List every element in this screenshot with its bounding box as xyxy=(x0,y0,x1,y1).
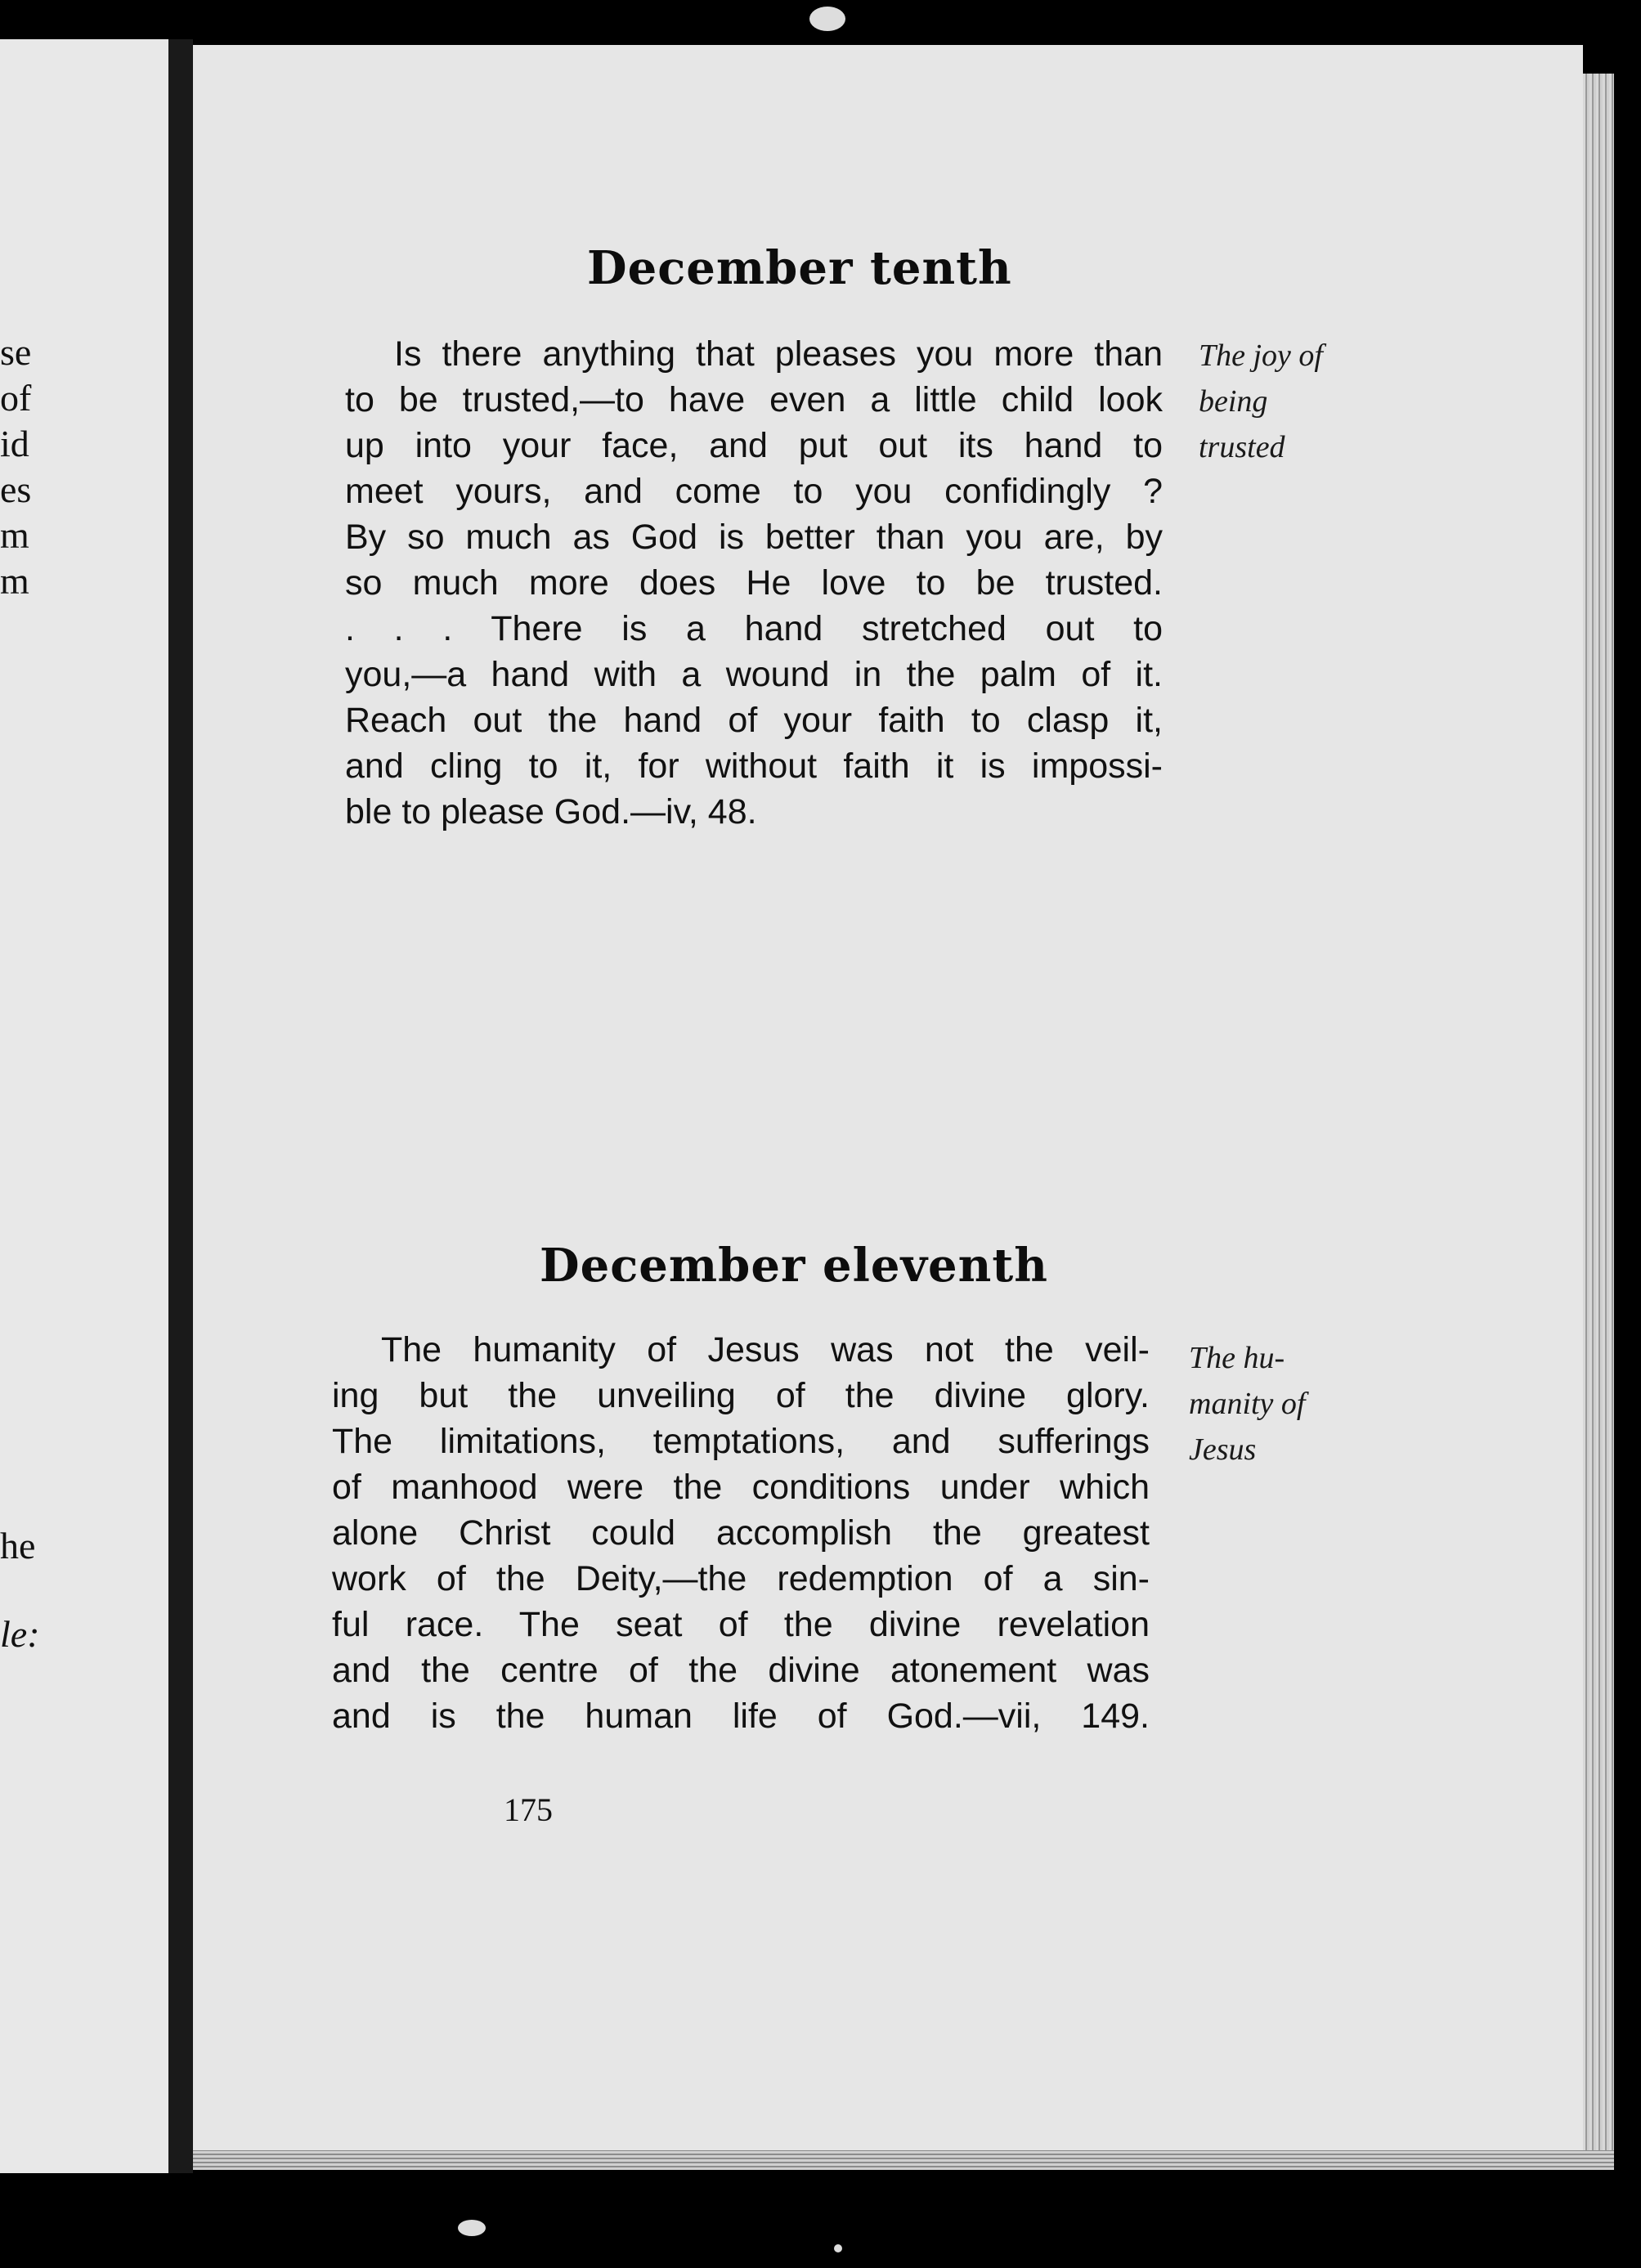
text-line: up into your face, and put out its hand to xyxy=(345,426,1163,465)
margin-note-line: The hu- xyxy=(1189,1341,1285,1375)
text-line: The limitations, temptations, and sufferings xyxy=(332,1422,1150,1461)
text-line: and cling to it, for without faith it is impossi- xyxy=(345,746,1163,786)
section-heading: December eleventh xyxy=(540,1239,1048,1293)
page-stack-bottom xyxy=(193,2150,1614,2170)
scan-speck xyxy=(458,2220,486,2236)
margin-note-line: being xyxy=(1199,384,1268,419)
text-line: . . . There is a hand stretched out to xyxy=(345,609,1163,648)
left-facing-page xyxy=(0,39,172,2173)
text-line: meet yours, and come to you confidingly ? xyxy=(345,472,1163,511)
text-line: and is the human life of God.—vii, 149. xyxy=(332,1697,1150,1736)
text-line: ful race. The seat of the divine revelation xyxy=(332,1605,1150,1644)
book-gutter xyxy=(168,39,193,2173)
text-line: Is there anything that pleases you more than xyxy=(394,334,1163,374)
left-page-fragment: m xyxy=(0,514,29,556)
page-number: 175 xyxy=(504,1791,553,1828)
text-line: of manhood were the conditions under which xyxy=(332,1468,1150,1507)
left-page-fragment: es xyxy=(0,468,32,510)
margin-note-line: trusted xyxy=(1199,430,1285,464)
left-page-fragment: se xyxy=(0,331,32,373)
left-page-fragment: of xyxy=(0,377,32,419)
left-page-fragment: m xyxy=(0,560,29,602)
text-line: Reach out the hand of your faith to clasp it, xyxy=(345,701,1163,740)
text-line: so much more does He love to be trusted. xyxy=(345,563,1163,603)
page-stack-edge xyxy=(1583,74,1614,2150)
scan-speck xyxy=(834,2244,842,2252)
text-line: ing but the unveiling of the divine glory. xyxy=(332,1376,1150,1415)
text-line: alone Christ could accomplish the greatest xyxy=(332,1513,1150,1553)
text-line: and the centre of the divine atonement was xyxy=(332,1651,1150,1690)
section-heading: December tenth xyxy=(587,241,1012,295)
left-page-fragment: id xyxy=(0,423,29,464)
text-line: work of the Deity,—the redemption of a sin- xyxy=(332,1559,1150,1598)
text-line: The humanity of Jesus was not the veil- xyxy=(381,1330,1150,1369)
scan-speck xyxy=(809,7,845,31)
margin-note xyxy=(1189,1335,1305,1472)
margin-note-line: The joy of xyxy=(1199,338,1323,373)
margin-note-line: Jesus xyxy=(1189,1432,1257,1467)
main-page xyxy=(193,45,1583,2150)
text-line: you,—a hand with a wound in the palm of it. xyxy=(345,655,1163,694)
section-body xyxy=(345,331,1163,835)
left-page-fragment: he xyxy=(0,1525,36,1567)
text-line: to be trusted,—to have even a little child look xyxy=(345,380,1163,419)
section-body xyxy=(332,1327,1150,1739)
text-line: By so much as God is better than you are, by xyxy=(345,518,1163,557)
margin-note xyxy=(1199,333,1323,470)
margin-note-line: manity of xyxy=(1189,1387,1306,1421)
text-line: ble to please God.—iv, 48. xyxy=(345,792,757,831)
left-page-fragment: le: xyxy=(0,1613,40,1655)
